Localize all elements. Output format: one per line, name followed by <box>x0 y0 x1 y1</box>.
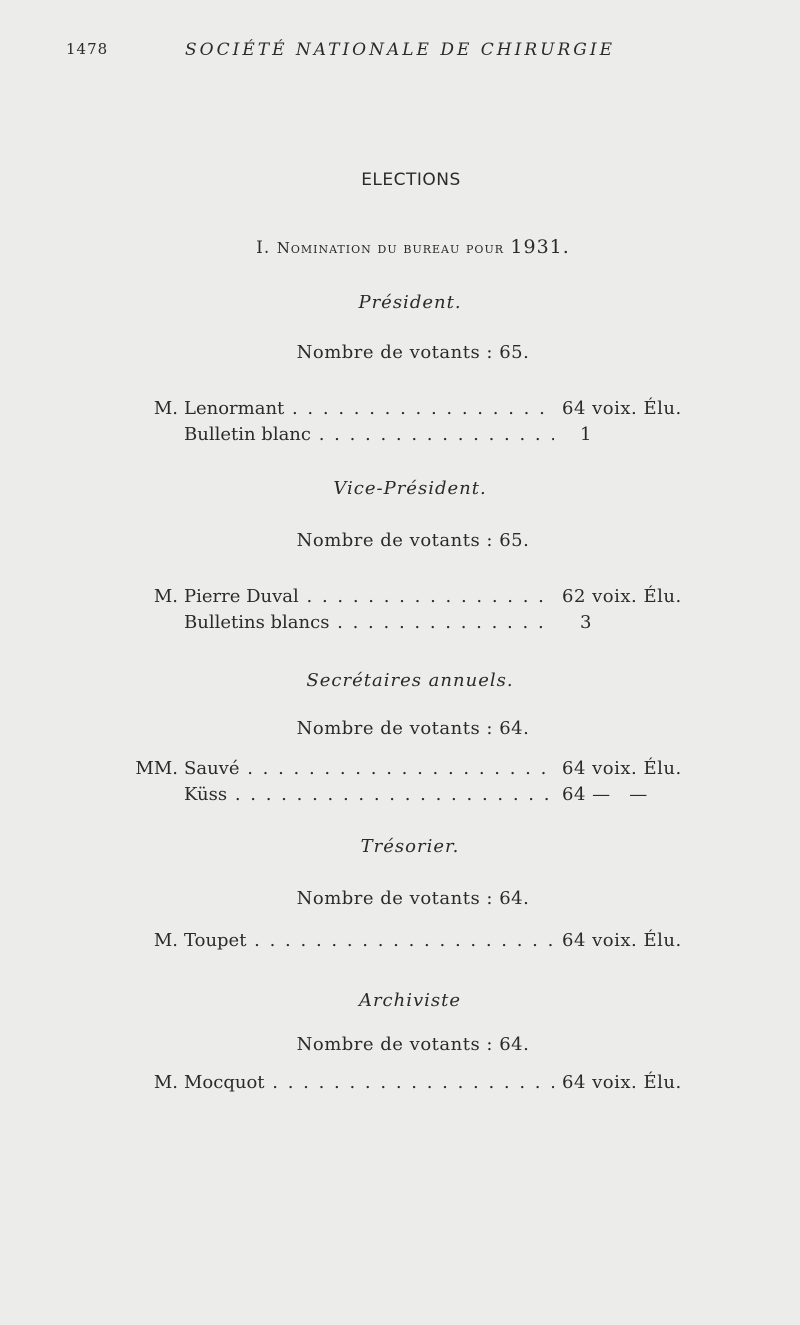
office-heading: Secrétaires annuels. <box>306 670 514 691</box>
result-row <box>0 586 800 612</box>
nomination-text: Nomination du bureau pour <box>276 239 504 257</box>
vote-result: 64 voix. Élu. <box>562 930 682 951</box>
nomination-numeral: I. <box>256 238 271 258</box>
result-row <box>0 398 800 424</box>
vote-result: 64 voix. Élu. <box>562 1072 682 1093</box>
votants-count: Nombre de votants : 65. <box>296 530 530 551</box>
row-prefix: M. <box>153 398 178 419</box>
vote-result: 64 voix. Élu. <box>562 398 682 419</box>
votants-count: Nombre de votants : 64. <box>296 888 530 909</box>
page-number: 1478 <box>66 40 109 58</box>
section-title: ELECTIONS <box>361 170 461 190</box>
votants-count: Nombre de votants : 65. <box>296 342 530 363</box>
page-header <box>0 40 800 64</box>
vote-result: 3 <box>580 612 592 633</box>
row-prefix: M. <box>153 930 178 951</box>
candidate-name: Lenormant . . . <box>184 398 554 419</box>
result-row <box>0 424 800 450</box>
row-prefix: M. <box>153 586 178 607</box>
result-row <box>0 612 800 638</box>
candidate-name: Toupet . . . <box>184 930 554 951</box>
candidate-name: Bulletin blanc . . . <box>184 424 554 445</box>
office-heading: Vice-Président. <box>333 478 487 499</box>
row-prefix: M. <box>153 1072 178 1093</box>
vote-result: 64 voix. Élu. <box>562 758 682 779</box>
vote-result: 62 voix. Élu. <box>562 586 682 607</box>
running-title: SOCIÉTÉ NATIONALE DE CHIRURGIE <box>185 40 615 60</box>
vote-result: 1 <box>580 424 592 445</box>
candidate-name: Bulletins blancs . . . <box>184 612 554 633</box>
office-heading: Trésorier. <box>360 836 460 857</box>
nomination-year: 1931. <box>510 236 570 258</box>
row-prefix: MM. <box>135 758 178 779</box>
office-heading: Président. <box>358 292 462 313</box>
votants-count: Nombre de votants : 64. <box>296 718 530 739</box>
result-row <box>0 930 800 956</box>
result-row <box>0 1072 800 1098</box>
nomination-heading <box>0 236 800 258</box>
candidate-name: Sauvé . . . <box>184 758 554 779</box>
candidate-name: Pierre Duval . . . <box>184 586 554 607</box>
votants-count: Nombre de votants : 64. <box>296 1034 530 1055</box>
candidate-name: Mocquot . . . <box>184 1072 554 1093</box>
vote-result: 64 — — <box>562 784 648 805</box>
result-row <box>0 758 800 784</box>
candidate-name: Küss . . . <box>184 784 554 805</box>
result-row <box>0 784 800 810</box>
office-heading: Archiviste <box>358 990 462 1011</box>
